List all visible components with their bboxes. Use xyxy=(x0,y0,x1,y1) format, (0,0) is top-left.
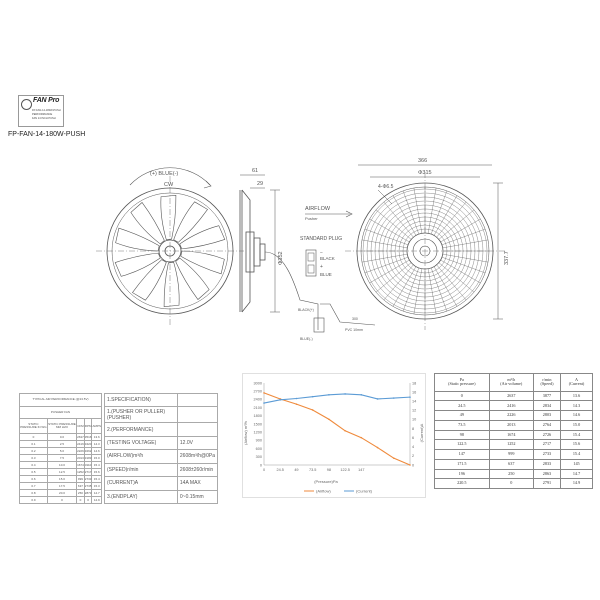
series-point-0 xyxy=(263,392,265,394)
series-point-0 xyxy=(344,430,346,432)
logo-line: FP-FAN-14-180W-PUSH xyxy=(32,109,61,112)
grill-spoke xyxy=(370,260,410,283)
series-point-1 xyxy=(263,402,265,404)
x-tick-label: 98 xyxy=(326,468,332,472)
perf-row-cell: 0 xyxy=(47,497,76,504)
y-tick-label: 3000 xyxy=(253,381,262,386)
specification-table xyxy=(104,393,218,504)
y-axis-label: (Airflow) m³/h xyxy=(243,421,248,445)
plug-plus-label: + xyxy=(320,264,323,270)
fan-blade xyxy=(116,228,160,251)
perf-row-cell: 2735 xyxy=(84,483,92,488)
perf-row-cell: 0 xyxy=(20,434,48,441)
grill-spoke xyxy=(414,269,422,314)
x-tick-label: 0 xyxy=(262,468,266,472)
data-row-cell: 2764 xyxy=(533,420,560,430)
perf-row-cell: 1252 xyxy=(77,469,84,474)
data-row-cell: 14.3 xyxy=(560,401,592,411)
series-point-1 xyxy=(361,394,363,396)
y2-tick-label: 0 xyxy=(412,463,415,468)
data-row-cell: 49 xyxy=(435,411,490,421)
plug-blue-label: BLUE xyxy=(320,272,332,277)
plug-black-label: BLACK xyxy=(320,256,335,261)
perf-row-cell: 15.0 xyxy=(47,476,76,483)
data-row-cell: 14.7 xyxy=(560,469,592,479)
data-row-cell: 0 xyxy=(435,391,490,401)
data-row xyxy=(435,469,593,479)
data-row-cell: 15.0 xyxy=(560,420,592,430)
spec-row-cell: 0~0.15mm xyxy=(177,490,217,504)
data-header: A (Current) xyxy=(560,374,592,392)
x-tick-label: 147 xyxy=(358,468,365,472)
series-point-0 xyxy=(393,457,395,459)
perf-row-cell: 0.0 xyxy=(47,434,76,441)
perf-row xyxy=(20,483,102,490)
series-point-0 xyxy=(361,437,363,439)
perf-row xyxy=(20,469,102,476)
data-row-cell: 2791 xyxy=(533,479,560,489)
spec-row-cell: 2608m³/h@0Pa xyxy=(177,450,217,463)
data-row-cell: 1674 xyxy=(489,430,533,440)
x-axis-label: (Pressure)Pa xyxy=(314,479,338,484)
y-tick-label: 900 xyxy=(255,438,262,443)
spec-row-cell: (TESTING VOLTAGE) xyxy=(105,436,178,449)
data-row-cell: 220.5 xyxy=(435,479,490,489)
black-wire-label: BLACK(+) xyxy=(298,308,314,312)
data-row-cell: 147 xyxy=(435,450,490,460)
perf-row-cell: 0.7 xyxy=(20,483,48,490)
perf-row-cell: 0.5 xyxy=(20,469,48,476)
spec-row-cell: (CURRENT)A xyxy=(105,477,178,490)
data-row-cell: 0 xyxy=(489,479,533,489)
perf-row-cell: 14.9 xyxy=(93,497,100,502)
perf-row xyxy=(20,490,102,497)
perf-header: AMPS xyxy=(92,419,102,434)
y-tick-label: 0 xyxy=(259,463,262,468)
blue-wire-label: BLUE(-) xyxy=(300,337,313,341)
data-row-cell: 73.5 xyxy=(435,420,490,430)
series-point-1 xyxy=(328,394,330,396)
data-row-cell: 2717 xyxy=(533,440,560,450)
series-point-0 xyxy=(328,418,330,420)
perf-header: STATIC PRESSURE IN WG xyxy=(20,419,48,434)
bolt-circle-label: Φ315 xyxy=(418,170,432,176)
test-data-table xyxy=(434,373,593,489)
data-row xyxy=(435,411,593,421)
spec-row-cell: 1.(PUSHER OR PULLER) (PUSHER) xyxy=(105,407,178,423)
perf-table-subtitle: PUSHER FAN xyxy=(20,406,102,419)
perf-row-cell: 637 xyxy=(77,483,83,488)
y-tick-label: 1800 xyxy=(253,414,262,419)
diameter-label: Φ352 xyxy=(278,251,284,265)
perf-row-cell: 15.0 xyxy=(93,455,100,460)
y2-tick-label: 2 xyxy=(412,454,415,459)
perf-row xyxy=(20,448,102,455)
perf-row-cell: 12.5 xyxy=(47,469,76,476)
logo-line: FAN 14 INCH PUSH xyxy=(32,117,56,120)
spec-table-body xyxy=(105,394,218,504)
fan-blade xyxy=(180,226,225,249)
y2-tick-label: 18 xyxy=(412,381,417,386)
perf-row xyxy=(20,434,102,441)
data-header: m³/h (Air volume) xyxy=(489,374,533,392)
data-row-cell: 15.4 xyxy=(560,430,592,440)
spec-row xyxy=(105,450,218,463)
y-tick-label: 1200 xyxy=(253,430,262,435)
y2-tick-label: 10 xyxy=(412,417,417,422)
grill-spoke xyxy=(414,188,422,233)
perf-row xyxy=(20,441,102,448)
front-view-fan xyxy=(96,176,244,326)
series-point-1 xyxy=(393,397,395,399)
data-row xyxy=(435,459,593,469)
series-point-0 xyxy=(377,447,379,449)
data-row-cell: 14.6 xyxy=(560,411,592,421)
perf-row-cell: 2416 xyxy=(77,441,84,446)
grill-spoke xyxy=(434,196,457,236)
data-row-cell: 171.5 xyxy=(435,459,490,469)
data-row xyxy=(435,450,593,460)
fan-blade xyxy=(115,253,160,276)
y-tick-label: 2700 xyxy=(253,389,262,394)
perf-row-cell: 15.3 xyxy=(93,483,100,488)
wire-length-label: 300 xyxy=(352,317,358,321)
data-row xyxy=(435,401,593,411)
perf-row-cell: 2226 xyxy=(77,448,84,453)
fan-blade xyxy=(164,262,179,306)
y2-tick-label: 6 xyxy=(412,435,415,440)
data-row-cell: 98 xyxy=(435,430,490,440)
depth-label-2: 29 xyxy=(257,181,264,187)
data-row xyxy=(435,479,593,489)
spec-row xyxy=(105,477,218,490)
spec-row xyxy=(105,394,218,407)
perf-row-cell: 2733 xyxy=(84,476,92,481)
spec-row-cell xyxy=(177,407,217,423)
brand-mark: FAN Pro xyxy=(33,97,60,104)
spec-row-cell: 3.(ENDPLAY) xyxy=(105,490,178,504)
data-header: r/min (Speed) xyxy=(533,374,560,392)
spec-row-cell: 2.(PERFORMANCE) xyxy=(105,423,178,436)
data-row-cell: 145 xyxy=(560,459,592,469)
data-row-cell: 250 xyxy=(489,469,533,479)
perf-row-cell: 0.2 xyxy=(20,448,48,455)
fan-blade xyxy=(176,258,209,299)
grill-spoke xyxy=(428,269,436,314)
perf-row xyxy=(20,497,102,504)
data-row-cell: 2733 xyxy=(533,450,560,460)
perf-row-cell: 3516 xyxy=(84,434,92,439)
data-row xyxy=(435,391,593,401)
y-tick-label: 2100 xyxy=(253,405,262,410)
data-row-cell: 2803 xyxy=(533,411,560,421)
spec-row xyxy=(105,463,218,476)
perf-row-cell: 2013 xyxy=(77,455,84,460)
perf-row-cell: 0.9 xyxy=(20,497,48,504)
series-point-0 xyxy=(312,409,314,411)
spec-row-cell: 2608±260r/min xyxy=(177,463,217,476)
perf-row-cell: 3420 xyxy=(84,441,92,446)
perf-row-cell: 999 xyxy=(77,476,83,481)
y2-axis-label: (Current)A xyxy=(419,423,424,443)
data-row-cell: 2834 xyxy=(533,401,560,411)
data-row xyxy=(435,440,593,450)
perf-table-title: TYPICAL AIR PERFORMANCE (@13.5V) xyxy=(20,394,102,407)
perf-header: CFM xyxy=(77,419,85,434)
data-row-cell: 2013 xyxy=(489,420,533,430)
plug-label: STANDARD PLUG xyxy=(300,236,343,242)
data-row-cell: 2726 xyxy=(533,430,560,440)
data-table-body xyxy=(435,391,593,488)
x-tick-label: 73.5 xyxy=(308,468,317,472)
perf-row-cell: 14.3 xyxy=(93,441,100,446)
perf-row xyxy=(20,476,102,483)
x-tick-label: 24.5 xyxy=(276,468,284,472)
legend-airflow-label: (Airflow) xyxy=(316,488,331,494)
grill-spoke xyxy=(362,240,407,248)
y2-tick-label: 16 xyxy=(412,390,417,395)
grill-spoke xyxy=(428,188,436,233)
perf-table-body xyxy=(20,434,102,504)
plug-minus-label: − xyxy=(320,250,323,256)
y2-tick-label: 4 xyxy=(412,445,415,450)
perf-row-cell: 2873 xyxy=(84,490,92,495)
data-row-cell: 2416 xyxy=(489,401,533,411)
perf-row xyxy=(20,462,102,469)
series-point-0 xyxy=(409,464,411,466)
perf-row-cell: 250 xyxy=(77,490,83,495)
perf-row-cell: 3110 xyxy=(84,462,92,467)
spec-row-cell: (SPEED)r/min xyxy=(105,463,178,476)
perf-row-cell: 14.7 xyxy=(93,490,100,495)
perf-row-cell: 0 xyxy=(84,497,92,504)
data-row-cell: 122.5 xyxy=(435,440,490,450)
fan-blade xyxy=(131,202,164,243)
grill-spoke xyxy=(434,267,457,307)
data-row-cell: 2863 xyxy=(533,469,560,479)
data-header: Pa (Static pressure) xyxy=(435,374,490,392)
grill-spoke xyxy=(393,267,416,307)
side-view-fan xyxy=(240,175,280,312)
data-row-cell: 637 xyxy=(489,459,533,469)
data-row-cell: 15.4 xyxy=(560,450,592,460)
data-row-cell: 999 xyxy=(489,450,533,460)
rotation-sub-label: CW xyxy=(164,182,174,188)
data-row-cell: 13.6 xyxy=(560,391,592,401)
series-point-1 xyxy=(409,396,411,398)
height-label: 337.7 xyxy=(504,251,510,265)
perf-row-cell: 2717 xyxy=(84,469,92,474)
grill-spoke xyxy=(441,219,481,242)
perf-row-cell: 0.6 xyxy=(20,476,48,483)
depth-label: 61 xyxy=(252,168,259,174)
grill-spoke xyxy=(393,196,416,236)
perf-row-cell: 0.1 xyxy=(20,441,48,448)
grill-spoke xyxy=(441,260,481,283)
tube-label: PVC 10mm xyxy=(345,328,363,332)
data-row-cell: 2833 xyxy=(533,459,560,469)
perf-row-cell: 0.8 xyxy=(20,490,48,497)
perf-row-cell: 14.6 xyxy=(93,448,100,453)
spec-row xyxy=(105,423,218,436)
perf-row-cell: 15.4 xyxy=(93,462,100,467)
perf-row-cell: 0 xyxy=(77,497,85,504)
fan-blade xyxy=(174,202,208,243)
perf-row-cell: 20.0 xyxy=(47,490,76,497)
spec-row-cell xyxy=(177,394,217,407)
series-point-1 xyxy=(279,399,281,401)
perf-row-cell: 2.5 xyxy=(47,441,76,448)
y2-tick-label: 8 xyxy=(412,426,415,431)
perf-row-cell: 3183 xyxy=(84,455,92,460)
data-row xyxy=(435,420,593,430)
perf-row-cell: 0.3 xyxy=(20,455,48,462)
airflow-sub-label: Pusher xyxy=(305,216,318,221)
grill-spoke xyxy=(443,240,488,248)
grill-spoke xyxy=(370,219,410,242)
performance-chart xyxy=(242,373,426,498)
spec-row-cell: 12.0V xyxy=(177,436,217,449)
perf-row-cell: 15.4 xyxy=(93,476,100,481)
perf-row-cell: 1674 xyxy=(77,462,84,467)
perf-row xyxy=(20,455,102,462)
y-tick-label: 600 xyxy=(255,446,262,451)
data-row-cell: 15.6 xyxy=(560,440,592,450)
legend-current-label: (Current) xyxy=(356,488,373,494)
data-row-cell: 196 xyxy=(435,469,490,479)
perf-row-cell: 17.5 xyxy=(47,483,76,490)
data-row-cell: 3877 xyxy=(533,391,560,401)
spec-row-cell: (AIRFLOW)m³/h xyxy=(105,450,178,463)
spec-row xyxy=(105,407,218,423)
fan-blade xyxy=(181,251,225,274)
grill-spoke xyxy=(362,254,407,262)
fan-blade xyxy=(132,260,166,301)
perf-header: RPM xyxy=(84,419,92,434)
y-tick-label: 2400 xyxy=(253,397,262,402)
y-tick-label: 300 xyxy=(255,455,262,460)
series-point-0 xyxy=(296,403,298,405)
perf-row-cell: 15.6 xyxy=(93,469,100,474)
spec-row-cell xyxy=(177,423,217,436)
perf-row-cell: 2637 xyxy=(77,434,84,439)
spec-row-cell: 14A MAX xyxy=(177,477,217,490)
x-tick-label: 49 xyxy=(294,468,299,472)
perf-row-cell: 3262 xyxy=(84,448,92,453)
logo-line: PERFORMANCE xyxy=(32,113,53,116)
perf-row-cell: 7.5 xyxy=(47,455,76,462)
data-row xyxy=(435,430,593,440)
spec-row xyxy=(105,490,218,504)
series-point-1 xyxy=(377,398,379,400)
model-label: FP-FAN-14-180W-PUSH xyxy=(8,131,86,138)
perf-row-cell: 10.0 xyxy=(47,462,76,469)
y2-tick-label: 14 xyxy=(412,399,417,404)
y2-tick-label: 12 xyxy=(412,408,417,413)
width-label: 366 xyxy=(418,158,428,164)
y-tick-label: 1500 xyxy=(253,422,262,427)
fan-blade xyxy=(161,195,176,239)
spec-row xyxy=(105,436,218,449)
x-tick-label: 122.5 xyxy=(340,468,350,472)
perf-header: STATIC PRESSURE MM H2O xyxy=(47,419,76,434)
series-point-1 xyxy=(296,398,298,400)
data-row-cell: 2226 xyxy=(489,411,533,421)
series-point-1 xyxy=(312,396,314,398)
data-row-cell: 1252 xyxy=(489,440,533,450)
spec-row-cell: 1.SPECIFICATION) xyxy=(105,394,178,407)
perf-row-cell: 5.0 xyxy=(47,448,76,455)
rear-view-grill xyxy=(345,165,505,330)
rotation-label: (+) BLUE(-) xyxy=(150,171,179,177)
performance-table xyxy=(19,393,102,504)
grill-spoke xyxy=(443,254,488,262)
data-row-cell: 24.5 xyxy=(435,401,490,411)
data-row-cell: 2637 xyxy=(489,391,533,401)
perf-row-cell: 13.6 xyxy=(93,434,100,439)
data-row-cell: 14.9 xyxy=(560,479,592,489)
perf-row-cell: 0.4 xyxy=(20,462,48,469)
airflow-label: AIRFLOW xyxy=(305,206,331,212)
holes-label: 4-Φ6.5 xyxy=(378,184,394,190)
series-point-1 xyxy=(344,393,346,395)
